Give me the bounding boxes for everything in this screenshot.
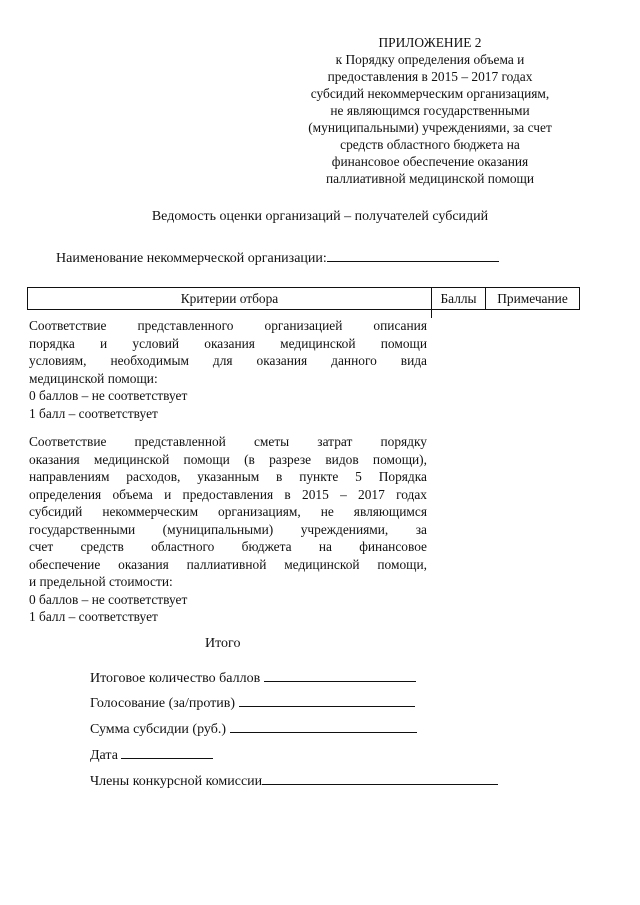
- summary-blank[interactable]: [239, 692, 415, 707]
- summary-commission: [90, 770, 498, 790]
- header-scores: Баллы: [432, 288, 486, 309]
- summary-blank[interactable]: [230, 718, 417, 733]
- summary-voting: [90, 692, 415, 712]
- summary-subsidy-amount: [90, 718, 417, 738]
- appendix-line: средств областного бюджета на: [340, 137, 520, 152]
- appendix-line: паллиативной медицинской помощи: [325, 171, 535, 186]
- criterion-line: оказания медицинской помощи (в разрезе видов помощи),: [29, 451, 427, 467]
- org-name-blank[interactable]: [327, 247, 499, 262]
- summary-label: Сумма субсидии (руб.): [90, 722, 227, 737]
- criterion-1: [29, 317, 427, 422]
- appendix-line: не являющимся государственными: [330, 103, 530, 118]
- appendix-line: к Порядку определения объема и: [335, 52, 525, 67]
- criterion-score: 0 баллов – не соответствует: [29, 591, 188, 607]
- criterion-line: государственными (муниципальными) учреждениями, за: [29, 521, 427, 537]
- criterion-score: 1 балл – соответствует: [29, 609, 158, 624]
- summary-blank[interactable]: [121, 744, 213, 759]
- org-name-label: Наименование некоммерческой организации:: [56, 251, 327, 266]
- criterion-line: направлениям расходов, указанным в пункте 5 Порядка: [29, 469, 427, 484]
- total-heading: Итого: [205, 636, 241, 651]
- summary-blank[interactable]: [262, 770, 498, 785]
- appendix-line: предоставления в 2015 – 2017 годах: [327, 69, 533, 84]
- summary-blank[interactable]: [264, 667, 416, 682]
- criterion-line: счет средств областного бюджета на финансовое: [29, 539, 427, 554]
- criterion-line: условиям, необходимым для оказания данного вида: [29, 353, 427, 368]
- table-divider: [431, 310, 432, 318]
- criterion-score: 0 баллов – не соответствует: [29, 388, 188, 403]
- summary-label: Члены конкурсной комиссии: [90, 774, 263, 789]
- appendix-line: субсидий некоммерческим организациям,: [310, 86, 550, 101]
- criterion-line: Соответствие представленной сметы затрат порядку: [29, 434, 427, 449]
- summary-label: Итоговое количество баллов: [90, 671, 261, 686]
- summary-total-points: [90, 667, 416, 687]
- criterion-line: и предельной стоимости:: [29, 574, 173, 589]
- org-name-row: [56, 247, 499, 267]
- criterion-line: субсидий некоммерческим организациям, не являющимся: [29, 504, 427, 519]
- criterion-line: Соответствие представленного организацией описания: [29, 318, 427, 333]
- appendix-line: (муниципальными) учреждениями, за счет: [308, 120, 552, 135]
- criterion-score: 1 балл – соответствует: [29, 405, 158, 421]
- appendix-heading: [280, 34, 580, 187]
- header-criteria: Критерии отбора: [28, 288, 432, 309]
- criterion-2: [29, 433, 427, 626]
- criteria-table-header: [27, 287, 580, 310]
- summary-label: Дата: [90, 748, 118, 763]
- document-title: Ведомость оценки организаций – получателей субсидий: [151, 209, 489, 224]
- criterion-line: обеспечение оказания паллиативной медицинской помощи,: [29, 556, 427, 572]
- appendix-line: ПРИЛОЖЕНИЕ 2: [378, 35, 482, 50]
- criterion-line: порядка и условий оказания медицинской помощи: [29, 335, 427, 351]
- criterion-line: медицинской помощи:: [29, 370, 158, 386]
- summary-date: [90, 744, 213, 764]
- summary-label: Голосование (за/против): [90, 696, 236, 711]
- header-notes: Примечание: [497, 290, 568, 306]
- appendix-line: финансовое обеспечение оказания: [331, 154, 529, 169]
- criterion-line: определения объема и предоставления в 2015 – 2017 годах: [29, 486, 427, 502]
